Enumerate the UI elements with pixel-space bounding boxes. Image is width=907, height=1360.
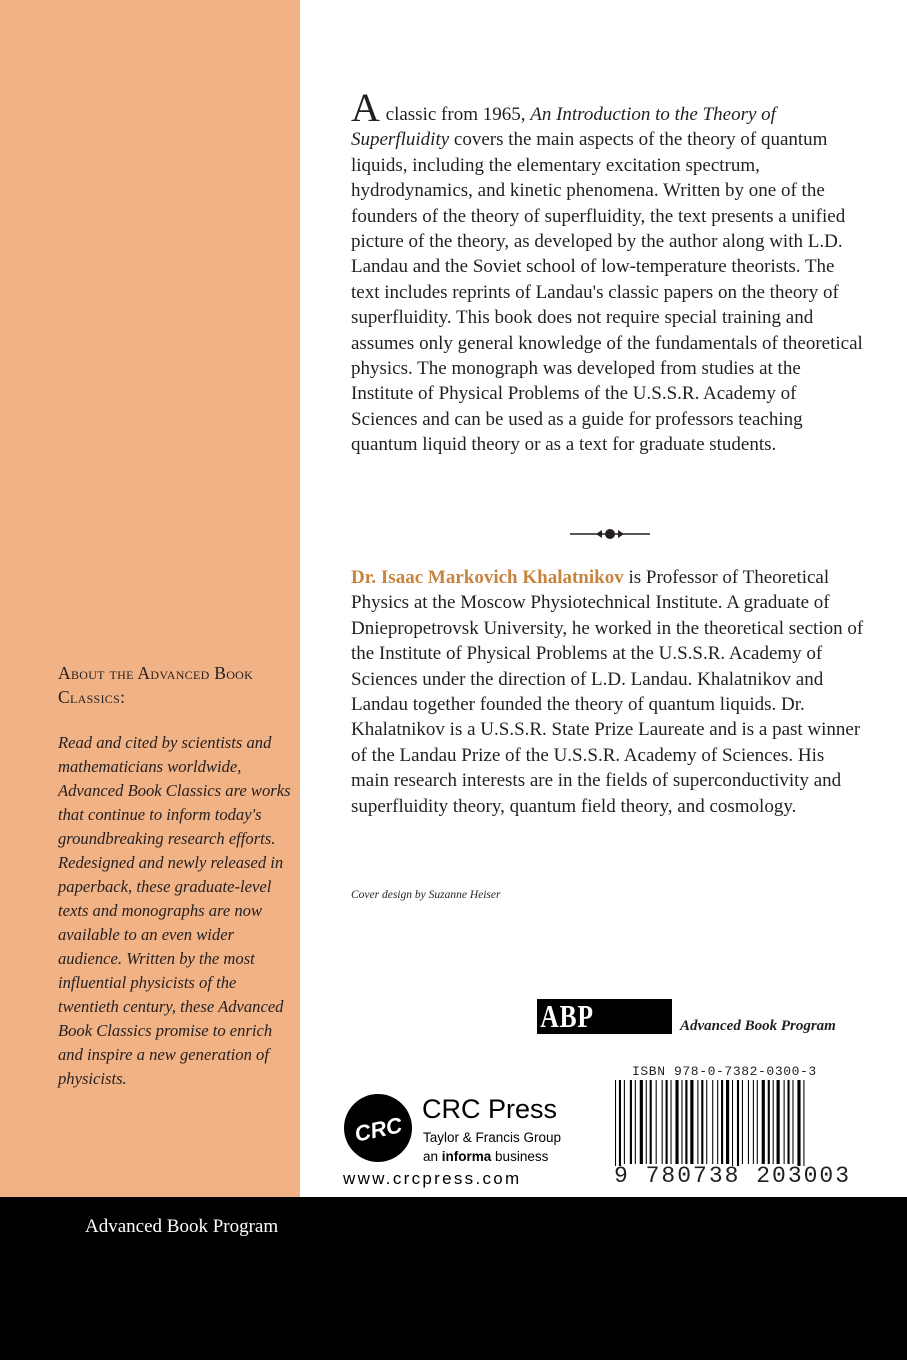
book-description bbox=[351, 85, 866, 458]
barcode-bar bbox=[646, 1080, 647, 1164]
barcode-bar bbox=[662, 1080, 663, 1164]
about-heading: About the Advanced Book Classics: bbox=[58, 663, 254, 707]
publisher-group: Taylor & Francis Group bbox=[423, 1130, 562, 1145]
barcode-bar bbox=[726, 1080, 729, 1164]
barcode-bar bbox=[777, 1080, 780, 1164]
barcode-bar bbox=[792, 1080, 793, 1164]
publisher-name: CRC Press bbox=[422, 1094, 558, 1124]
barcode-bar bbox=[717, 1080, 718, 1164]
barcode-bar bbox=[675, 1080, 678, 1164]
barcode-digits: 9 780738 203003 bbox=[614, 1163, 852, 1189]
barcode-bar bbox=[671, 1080, 672, 1164]
barcode-bar bbox=[742, 1080, 743, 1164]
barcode-bar bbox=[690, 1080, 693, 1164]
barcode-bar bbox=[624, 1080, 625, 1164]
barcode-bar bbox=[712, 1080, 713, 1164]
barcode-bar bbox=[685, 1080, 687, 1164]
crc-logo bbox=[343, 1093, 413, 1163]
barcode-bar bbox=[784, 1080, 785, 1164]
about-body: Read and cited by scientists and mathematicians worldwide, Advanced Book Classics are works that continue to inform today's groundbreaking research efforts. Redesigned and newly released in paperback, these graduate-level texts and monographs are now available to an even wider audience. Written by the most influential physicists of the twentieth century, these Advanced Book Classics promise to enrich and inspire a new generation of physicists. bbox=[58, 733, 291, 1088]
author-bio-text: is Professor of Theoretical Physics at the Moscow Physiotechnical Institute. A graduate of Dniepropetrovsk University, he worked in the theoretical section of the Institute of Physical Problems at the U.S.S.R. Academy of Sciences under the direction of L.D. Landau. Khalatnikov and Landau together founded the theory of quantum liquids. Dr. Khalatnikov is a U.S.S.R. State Prize Laureate and is a past winner of the Landau Prize of the U.S.S.R. Academy of Sciences. His main research interests are in the fields of superconductivity and superfluidity theory, quantum field theory, and cosmology. bbox=[351, 567, 864, 817]
abp-logo: ABP bbox=[537, 999, 672, 1034]
barcode-bar bbox=[681, 1080, 682, 1164]
barcode-bar bbox=[701, 1080, 703, 1164]
blurb-lead: classic from 1965, bbox=[380, 104, 531, 125]
barcode-bar bbox=[757, 1080, 758, 1164]
barcode-bar bbox=[768, 1080, 770, 1164]
svg-text:CRC: CRC bbox=[352, 1112, 405, 1147]
barcode-bar bbox=[773, 1080, 774, 1164]
barcode-bar bbox=[650, 1080, 652, 1164]
isbn-label: ISBN 978-0-7382-0300-3 bbox=[632, 1064, 817, 1079]
barcode-bar bbox=[635, 1080, 636, 1164]
author-bio bbox=[351, 565, 866, 819]
drop-cap: A bbox=[351, 85, 380, 130]
barcode-bar bbox=[753, 1080, 754, 1164]
blurb-rest: covers the main aspects of the theory of quantum liquids, including the elementary excitation spectrum, hydrodynamics, and kinetic phenomena. Written by one of the founders of the theory of superfluidity, the text presents a unified picture of the theory, as developed by the author along with L.D. Landau and the Soviet school of low-temperature theorists. The text includes reprints of Landau's classic papers on the theory of superfluidity. This book does not require special training and assumes only general knowledge of the fundamentals of theoretical physics. The monograph was developed from studies at the Institute of Physical Problems of the U.S.S.R. Academy of Sciences and can be used as a guide for professors teaching quantum liquid theory or as a text for graduate students. bbox=[351, 129, 863, 456]
barcode-bar bbox=[721, 1080, 723, 1164]
author-name: Dr. Isaac Markovich Khalatnikov bbox=[351, 567, 624, 588]
publisher-business: an informa business bbox=[423, 1149, 549, 1164]
footer-label: Advanced Book Program bbox=[85, 1216, 279, 1237]
barcode-bar bbox=[640, 1080, 643, 1164]
barcode-bar bbox=[666, 1080, 668, 1164]
abp-name: Advanced Book Program bbox=[680, 1018, 836, 1034]
publisher-url: www.crcpress.com bbox=[343, 1169, 522, 1188]
barcode-bar bbox=[762, 1080, 765, 1164]
about-section bbox=[58, 661, 296, 1091]
barcode-bar bbox=[748, 1080, 749, 1164]
barcode-bar bbox=[697, 1080, 698, 1164]
barcode-bar bbox=[630, 1080, 632, 1164]
book-title: An Introduction to the Theory of Superfluidity bbox=[351, 104, 776, 151]
divider-ornament bbox=[570, 526, 650, 542]
barcode-bar bbox=[788, 1080, 790, 1164]
cover-credit: Cover design by Suzanne Heiser bbox=[351, 889, 501, 901]
barcode-bar bbox=[706, 1080, 707, 1164]
barcode-bar bbox=[656, 1080, 657, 1164]
